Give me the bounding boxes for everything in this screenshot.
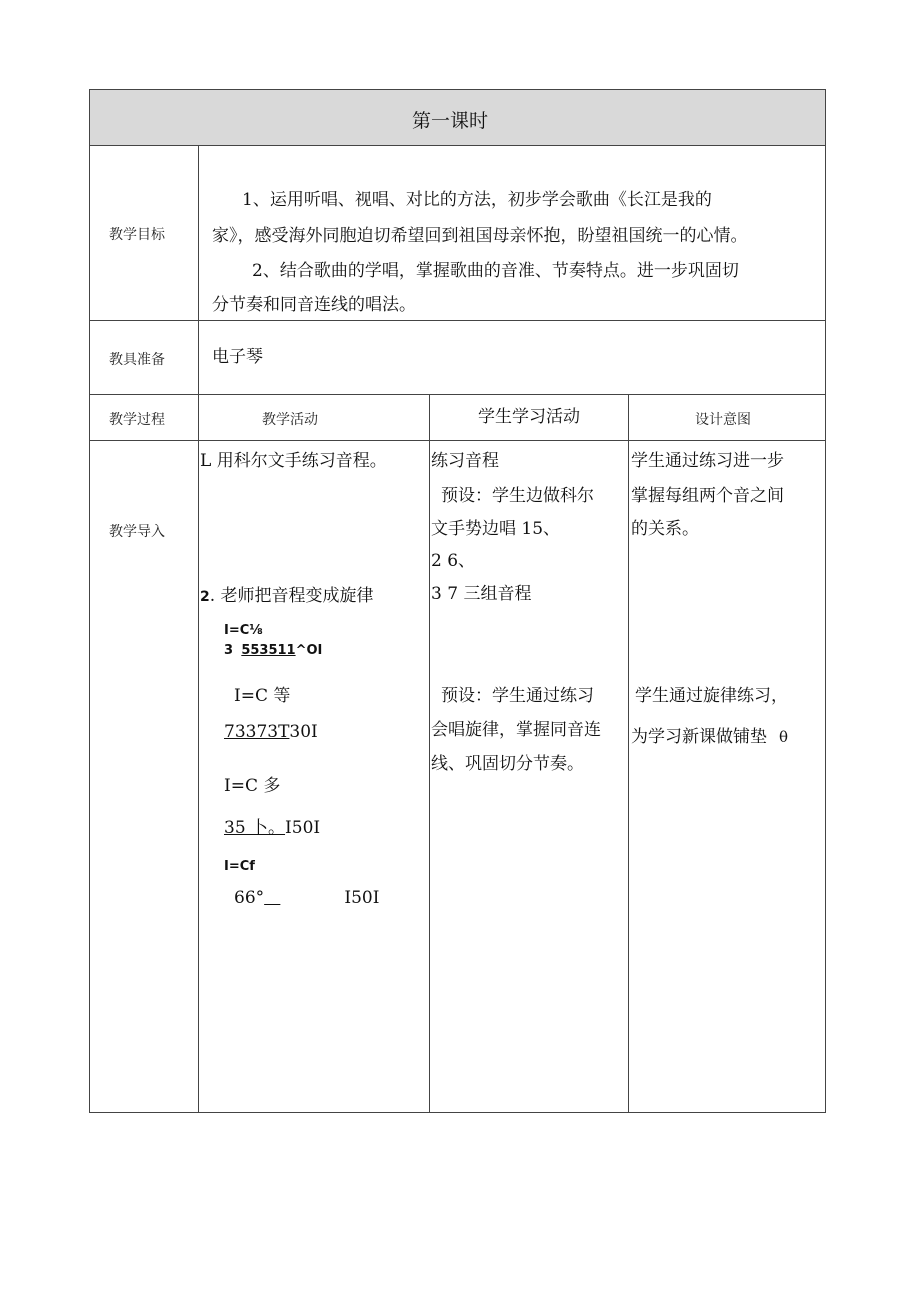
student-line-1: 练习音程 xyxy=(431,451,499,471)
row-divider-tools xyxy=(89,394,826,395)
student-line-5: 3 7 三组音程 xyxy=(431,584,532,604)
melody-1-notes-a: 3 xyxy=(224,643,234,658)
melody-3-key: I=C 多 xyxy=(224,776,281,796)
melody-3-notes-a: 35 卜。 xyxy=(224,818,286,838)
melody-4-gap xyxy=(264,888,280,908)
design-line-1: 学生通过练习进一步 xyxy=(631,451,784,471)
col-divider-label xyxy=(198,145,199,1113)
table-border-right xyxy=(825,89,826,1113)
col-divider-student xyxy=(429,394,430,1113)
intro-label: 教学导入 xyxy=(109,524,165,540)
student-line-8: 线、巩固切分节奏。 xyxy=(431,754,584,774)
melody-3-notes xyxy=(224,813,320,838)
design-line-5-text: 为学习新课做铺垫 xyxy=(631,727,767,747)
tools-label: 教具准备 xyxy=(109,352,165,368)
col-header-teacher: 教学活动 xyxy=(262,412,318,428)
student-line-4: 2 6、 xyxy=(431,551,476,571)
page-title: 第一课时 xyxy=(412,110,489,132)
melody-1-notes-c: ^OI xyxy=(295,643,323,658)
melody-1-key: I=C⅛ xyxy=(224,623,263,638)
design-line-4: 学生通过旋律练习， xyxy=(635,686,788,706)
teacher-step-2-text: . 老师把音程变成旋律 xyxy=(209,586,374,606)
design-line-5 xyxy=(631,722,788,747)
teacher-step-2 xyxy=(200,586,374,605)
teacher-step-1: L 用科尔文手练习音程。 xyxy=(200,451,387,471)
row-divider-title xyxy=(89,145,826,146)
melody-2-notes-b: 30I xyxy=(289,722,318,742)
tools-value: 电子琴 xyxy=(212,347,263,367)
student-line-3: 文手势边唱 15、 xyxy=(431,519,561,539)
design-line-3: 的关系。 xyxy=(631,519,699,539)
process-label: 教学过程 xyxy=(109,412,165,428)
row-divider-objectives xyxy=(89,320,826,321)
table-border-top xyxy=(89,89,826,90)
student-line-6: 预设：学生通过练习 xyxy=(441,686,594,706)
col-header-student: 学生学习活动 xyxy=(478,407,580,427)
table-border-left xyxy=(89,89,90,1113)
objectives-line-1: 1、运用听唱、视唱、对比的方法，初步学会歌曲《长江是我的 xyxy=(242,190,712,210)
melody-4-notes-a: 66° xyxy=(234,888,265,908)
melody-4-key: I=Cf xyxy=(224,859,255,874)
col-divider-design xyxy=(628,394,629,1113)
objectives-line-4: 分节奏和同音连线的唱法。 xyxy=(212,295,416,315)
col-header-design: 设计意图 xyxy=(695,412,751,428)
melody-4-notes xyxy=(234,888,379,908)
melody-2-notes xyxy=(224,722,318,742)
melody-2-key: I=C 等 xyxy=(234,686,291,706)
melody-1-notes xyxy=(224,643,322,658)
table-border-bottom xyxy=(89,1112,826,1113)
melody-3-notes-b: I50I xyxy=(285,818,321,838)
melody-4-notes-b: I50I xyxy=(344,888,380,908)
design-line-2: 掌握每组两个音之间 xyxy=(631,486,784,506)
objectives-label: 教学目标 xyxy=(109,227,165,243)
objectives-line-2: 家》，感受海外同胞迫切希望回到祖国母亲怀抱，盼望祖国统一的心情。 xyxy=(212,226,748,246)
objectives-line-3: 2、结合歌曲的学唱，掌握歌曲的音准、节奏特点。进一步巩固切 xyxy=(252,261,739,281)
row-divider-process xyxy=(89,440,826,441)
melody-2-notes-a: 73373T xyxy=(224,722,290,742)
melody-1-notes-b: 553511 xyxy=(241,643,296,658)
student-line-7: 会唱旋律，掌握同音连 xyxy=(431,720,601,740)
teacher-step-2-number: 2 xyxy=(200,589,210,605)
student-line-2: 预设：学生边做科尔 xyxy=(441,486,594,506)
design-line-5-mark: θ xyxy=(779,728,789,746)
